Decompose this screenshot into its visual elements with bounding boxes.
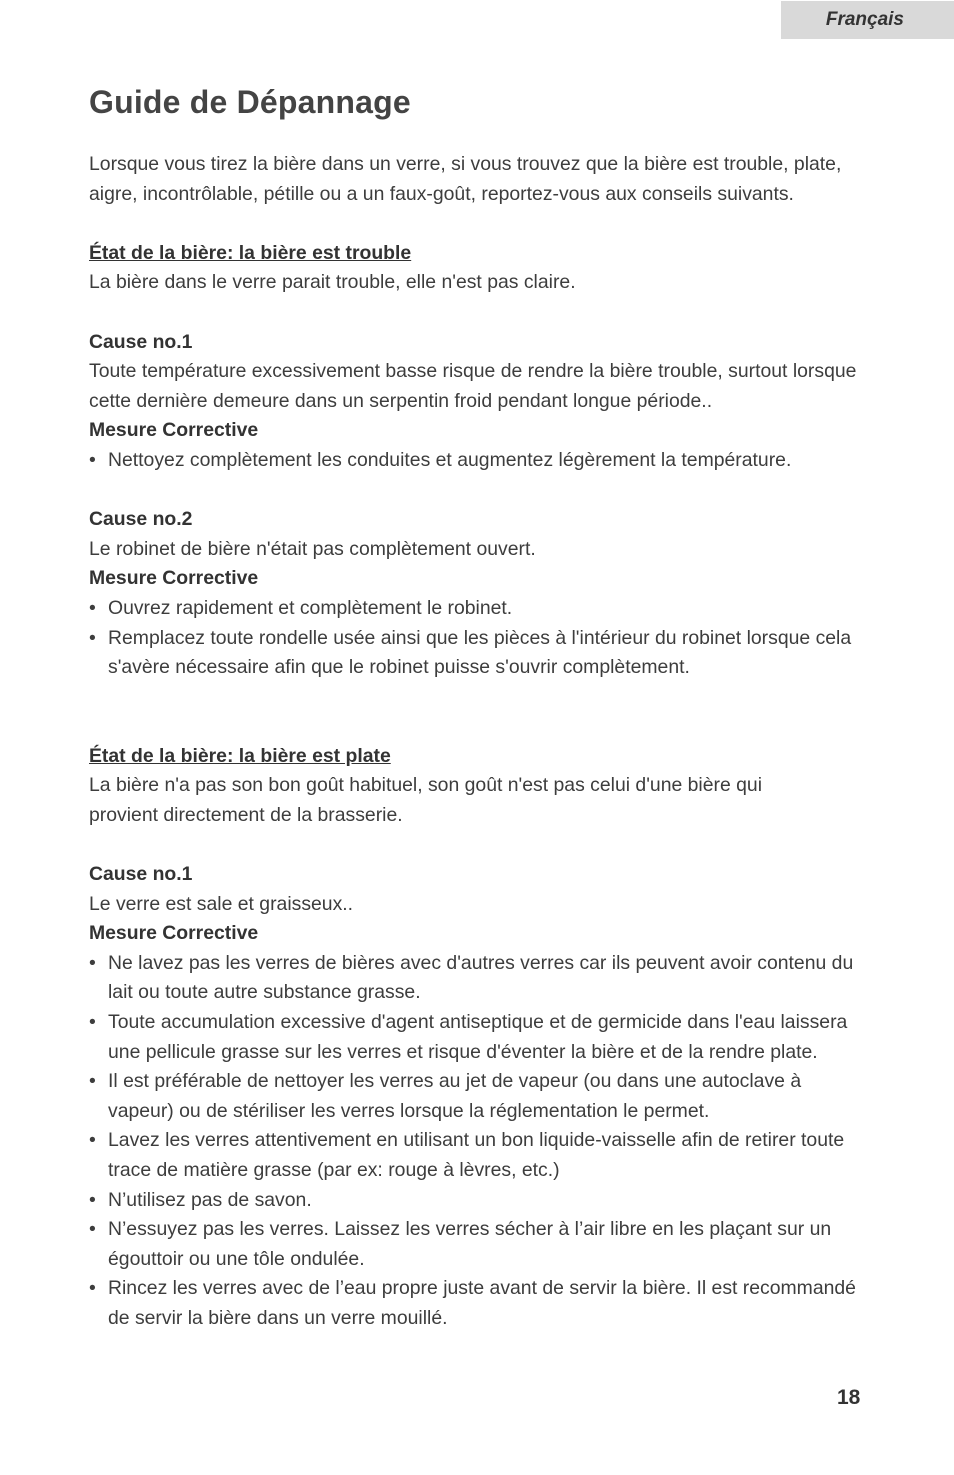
bullet-icon: • [89,626,96,649]
bullet-icon: • [89,596,96,619]
section-heading-trouble: État de la bière: la bière est trouble [89,241,412,264]
page-title: Guide de Dépannage [89,84,411,120]
list-item: • Rincez les verres avec de l’eau propre juste avant de servir la bière. Il est recommandé de servir la bière dans un verre mouillé. [89,1274,869,1333]
page-number: 18 [837,1386,861,1409]
list-item: • Remplacez toute rondelle usée ainsi que les pièces à l'intérieur du robinet lorsque cela s'avère nécessaire afin que le robinet puisse s'ouvrir complètement. [89,624,869,683]
language-tab [781,1,954,39]
bullet-icon: • [89,1188,96,1211]
list-item: • Nettoyez complètement les conduites et augmentez légèrement la température. [89,446,869,476]
list-item: • Lavez les verres attentivement en utilisant un bon liquide-vaisselle afin de retirer toute trace de matière grasse (par ex: rouge à lèvres, etc.) [89,1126,869,1185]
list-item: • Ne lavez pas les verres de bières avec d'autres verres car ils peuvent avoir contenu du lait ou toute autre substance grasse. [89,949,869,1008]
section-description: La bière dans le verre parait trouble, elle n'est pas claire. [89,271,576,294]
list-item: • N’essuyez pas les verres. Laissez les verres sécher à l’air libre en les plaçant sur un égouttoir ou une tôle ondulée. [89,1215,869,1274]
bullet-icon: • [89,1218,96,1241]
cause-text: Le robinet de bière n'était pas complètement ouvert. [89,537,536,560]
bullet-icon: • [89,951,96,974]
troubleshooting-content [89,150,869,1334]
cause-label: Cause no.1 [89,330,193,353]
bullet-icon: • [89,1129,96,1152]
list-item: • N’utilisez pas de savon. [89,1186,869,1216]
bullet-icon: • [89,1277,96,1300]
measure-label: Mesure Corrective [89,419,259,442]
cause-text: Toute température excessivement basse risque de rendre la bière trouble, surtout lorsque cette dernière demeure dans un serpentin froid pendant longue période.. [89,360,857,412]
language-label: Français [825,9,904,30]
measure-label: Mesure Corrective [89,922,259,945]
cause-label: Cause no.2 [89,508,193,531]
measure-label: Mesure Corrective [89,567,259,590]
bullet-icon: • [89,1070,96,1093]
section-description: La bière n'a pas son bon goût habituel, son goût n'est pas celui d'une bière qui provient directement de la brasserie. [89,774,763,826]
cause-label: Cause no.1 [89,863,193,886]
list-item: • Toute accumulation excessive d'agent antiseptique et de germicide dans l'eau laissera une pellicule grasse sur les verres et risque d'éventer la bière et de la rendre plate. [89,1008,869,1067]
list-item: • Il est préférable de nettoyer les verres au jet de vapeur (ou dans une autoclave à vapeur) ou de stériliser les verres lorsque la réglementation le permet. [89,1067,869,1126]
bullet-icon: • [89,1011,96,1034]
intro-paragraph: Lorsque vous tirez la bière dans un verre, si vous trouvez que la bière est trouble, plate, aigre, incontrôlable, pétille ou a un faux-goût, reportez-vous aux conseils suivants. [89,153,842,205]
cause-text: Le verre est sale et graisseux.. [89,892,354,915]
section-heading-plate: État de la bière: la bière est plate [89,744,391,767]
list-item: • Ouvrez rapidement et complètement le robinet. [89,594,869,624]
bullet-icon: • [89,448,96,471]
